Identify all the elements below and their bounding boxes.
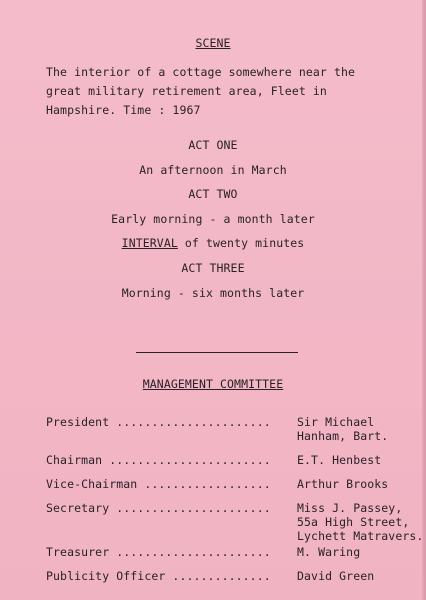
name-publicity-officer: David Green — [297, 569, 375, 583]
scene-line-1: The interior of a cottage somewhere near the — [46, 65, 356, 79]
role-chairman: Chairman ....................... — [46, 453, 271, 467]
name-president-1: Sir Michael — [297, 415, 375, 429]
divider-rule — [136, 352, 298, 353]
act-two-time: Early morning - a month later — [111, 212, 315, 226]
name-secretary-1: Miss J. Passey, — [297, 501, 403, 515]
act-three-heading: ACT THREE — [181, 261, 245, 275]
page-edge — [422, 0, 426, 600]
scene-line-3: Hampshire. Time : 1967 — [46, 103, 201, 117]
act-one-heading: ACT ONE — [188, 138, 238, 152]
interval-word: INTERVAL — [121, 236, 178, 250]
scene-heading: SCENE — [195, 36, 231, 50]
name-treasurer: M. Waring — [297, 545, 361, 559]
act-one-time: An afternoon in March — [139, 163, 287, 177]
name-vice-chairman: Arthur Brooks — [297, 477, 389, 491]
role-treasurer: Treasurer ...................... — [46, 545, 271, 559]
scene-line-2: great military retirement area, Fleet in — [46, 84, 327, 98]
role-president: President ...................... — [46, 415, 271, 429]
interval-rest: of twenty minutes — [184, 236, 305, 250]
name-secretary-2: 55a High Street, — [297, 515, 410, 529]
role-publicity-officer: Publicity Officer .............. — [46, 569, 271, 583]
interval-line — [0, 236, 426, 250]
role-vice-chairman: Vice-Chairman .................. — [46, 477, 271, 491]
act-two-heading: ACT TWO — [188, 187, 238, 201]
role-secretary: Secretary ...................... — [46, 501, 271, 515]
name-chairman: E.T. Henbest — [297, 453, 382, 467]
act-three-time: Morning - six months later — [121, 286, 305, 300]
committee-heading: MANAGEMENT COMMITTEE — [142, 377, 284, 391]
name-secretary-3: Lychett Matravers. — [297, 529, 424, 543]
name-president-2: Hanham, Bart. — [297, 429, 389, 443]
